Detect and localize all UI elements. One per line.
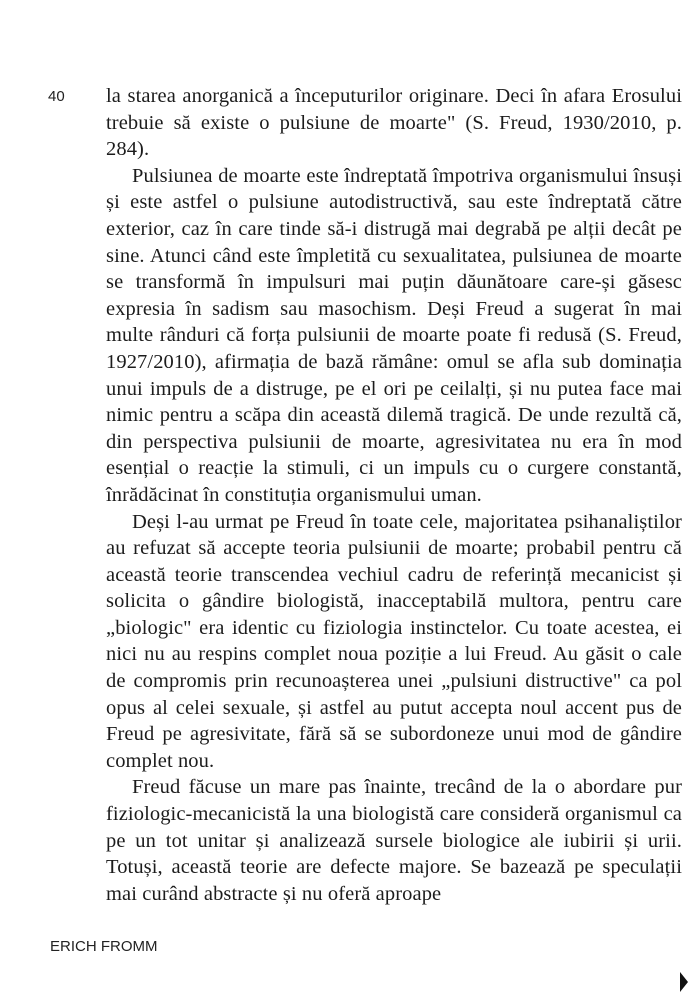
paragraph-psychoanalysts: Deși l-au urmat pe Freud în toate cele, majoritatea psihanaliștilor au refuzat să accepte teoria pulsiunii de moarte; probabil pentru că această teorie transcendea vechiul cadru de referință mecanicist și solicita o gândire biologistă, inacceptabilă multora, pentru care „biologic" era identic cu fiziologia instinctelor. Cu toate acestea, ei nici nu au respins complet noua poziție a lui Freud. Au găsit o cale de compromis prin recunoașterea unei „pulsiuni distructive" ca pol opus al celei sexuale, și astfel au putut accepta noul accent pus de Freud pe agresivitate, fără să se subordoneze unui mod de gândire complet nou. [106,510,682,772]
page-number: 40 [48,88,65,105]
paragraph-freud-step: Freud făcuse un mare pas înainte, trecând de la o abordare pur fiziologic-mecanicistă la una biologistă care consideră organismul ca pe un tot unitar și analizează sursele biologice ale iubirii și urii. Totuși, această teorie are defecte majore. Se bazează pe speculații mai curând abstracte și nu oferă aproape [106,776,682,905]
paragraph-death-drive: Pulsiunea de moarte este îndreptată împotriva organismului însuși și este astfel o pulsiune autodistructivă, sau este îndreptată către exterior, caz în care tinde să-i distrugă mai degrabă pe alții decât pe sine. Atunci când este împletită cu sexualitatea, pulsiunea de moarte se transformă în impulsuri mai puțin dăunătoare care-și găsesc expresia în sadism sau masochism. Deși Freud a sugerat în mai multe rânduri că forța pulsiunii de moarte poate fi redusă (S. Freud, 1927/2010), afirmația de bază rămâne: omul se afla sub dominația unui impuls de a distruge, pe el ori pe ceilalți, și nu putea face mai nimic pentru a scăpa din această dilemă tragică. De unde rezultă că, din perspectiva pulsiunii de moarte, agresivitatea nu era în mod esențial o reacție la stimuli, ci un impuls cu o curgere constantă, înrădăcinat în constituția organismului uman. [106,164,682,506]
page-corner-arrow-icon [680,972,688,992]
body-text [106,83,682,907]
paragraph-continuation: la starea anorganică a începuturilor originare. Deci în afara Erosului trebuie să existe o pulsiune de moarte" (S. Freud, 1930/2010, p. 284). [106,85,682,161]
footer-author: ERICH FROMM [50,938,158,955]
